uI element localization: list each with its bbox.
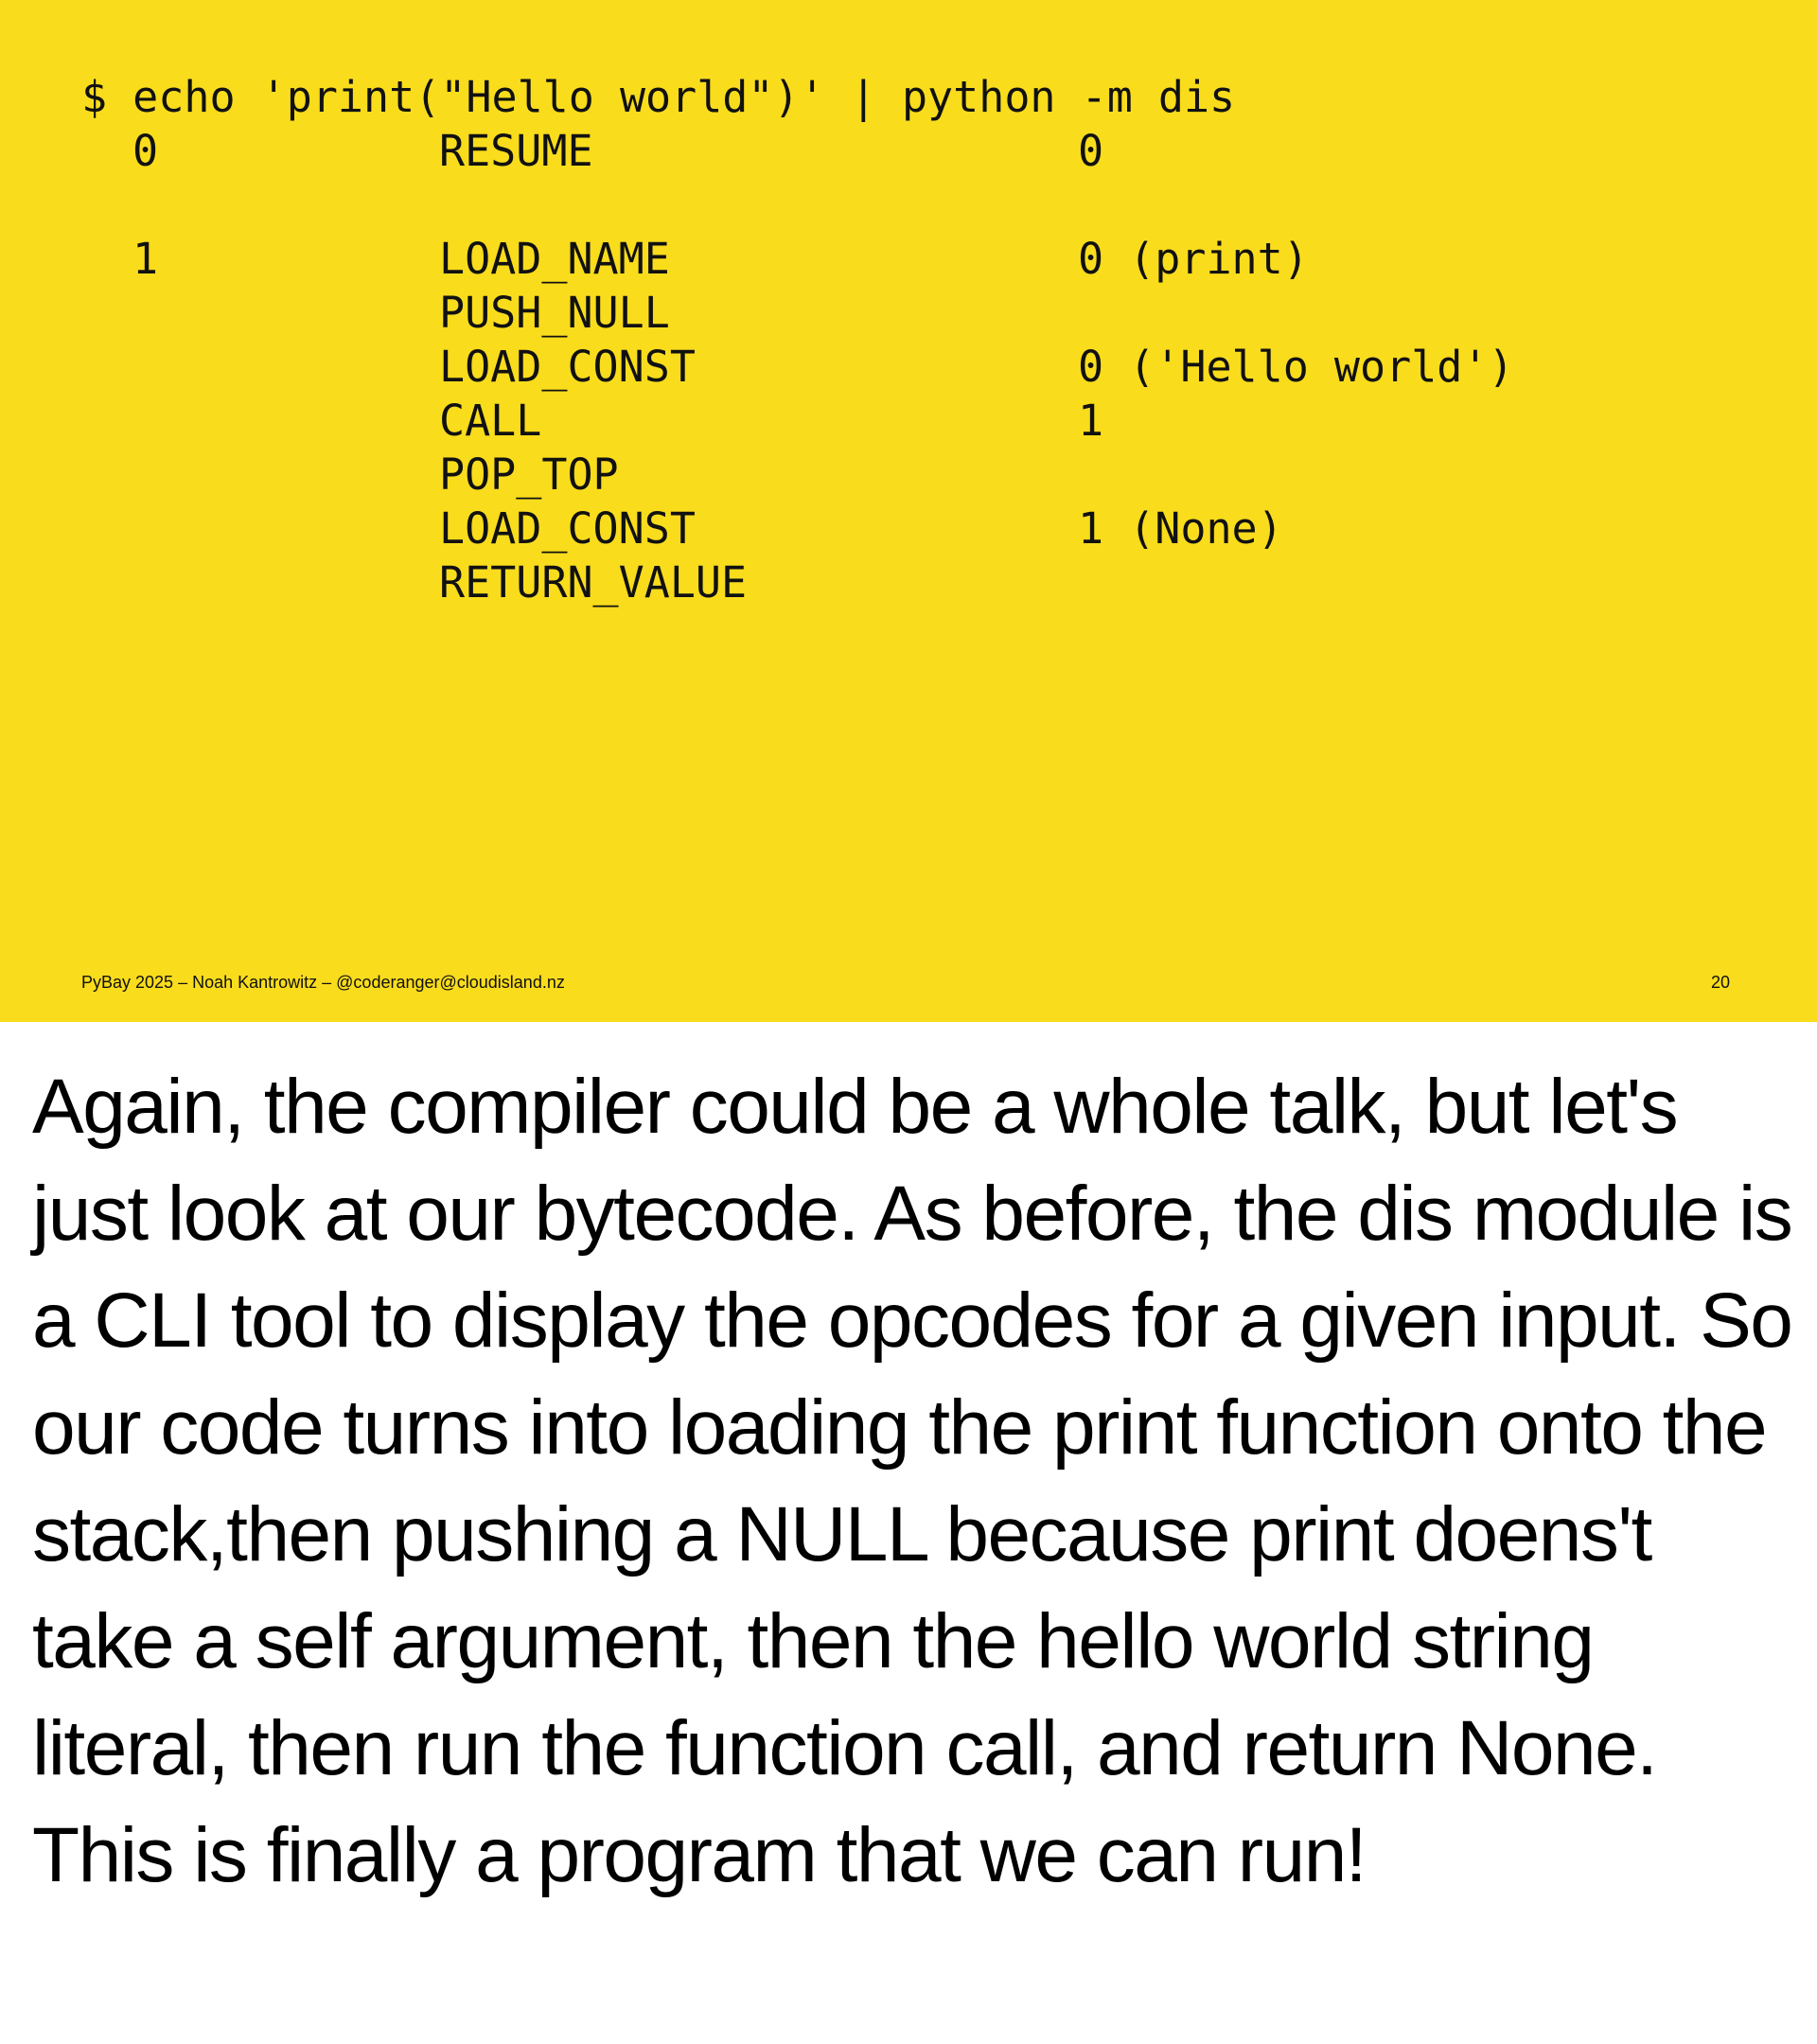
bytecode-opcode: RESUME bbox=[439, 126, 593, 176]
bytecode-row bbox=[81, 124, 1104, 178]
bytecode-opcode: LOAD_CONST bbox=[439, 503, 696, 554]
slide-footer: PyBay 2025 – Noah Kantrowitz – @coderanger@cloudisland.nz bbox=[81, 973, 565, 992]
bytecode-row bbox=[81, 232, 1309, 286]
bytecode-opcode: CALL bbox=[439, 396, 542, 446]
bytecode-argument: 0 bbox=[1078, 126, 1104, 176]
speaker-notes: Again, the compiler could be a whole talk, but let's just look at our bytecode. As before, the dis module is a CLI tool to display the opcodes for a given input. So our code turns into loading the print function onto the stack,then pushing a NULL because print doens't take a self argument, then the hello world string literal, then run the function call, and return None. This is finally a program that we can run! bbox=[32, 1064, 1792, 1898]
bytecode-opcode: LOAD_CONST bbox=[439, 342, 696, 392]
bytecode-row bbox=[81, 394, 1104, 448]
bytecode-opcode: RETURN_VALUE bbox=[439, 557, 748, 608]
bytecode-opcode: POP_TOP bbox=[439, 449, 619, 500]
bytecode-opcode: PUSH_NULL bbox=[439, 288, 670, 338]
bytecode-line-number: 1 bbox=[132, 234, 159, 284]
shell-command: $ echo 'print("Hello world")' | python -m dis bbox=[81, 72, 1236, 122]
bytecode-argument: 1 bbox=[1078, 396, 1104, 446]
bytecode-row bbox=[81, 286, 670, 340]
bytecode-argument: 1 (None) bbox=[1078, 503, 1283, 554]
bytecode-row bbox=[81, 448, 619, 502]
slide-page-number: 20 bbox=[1711, 973, 1731, 992]
bytecode-row bbox=[81, 340, 1514, 394]
code-block bbox=[81, 70, 1514, 609]
command-line bbox=[81, 70, 1236, 124]
bytecode-row bbox=[81, 178, 236, 232]
bytecode-row bbox=[81, 555, 748, 609]
bytecode-argument: 0 ('Hello world') bbox=[1078, 342, 1514, 392]
bytecode-row bbox=[81, 502, 1283, 555]
bytecode-argument: 0 (print) bbox=[1078, 234, 1309, 284]
bytecode-opcode: LOAD_NAME bbox=[439, 234, 670, 284]
bytecode-line-number: 0 bbox=[132, 126, 159, 176]
